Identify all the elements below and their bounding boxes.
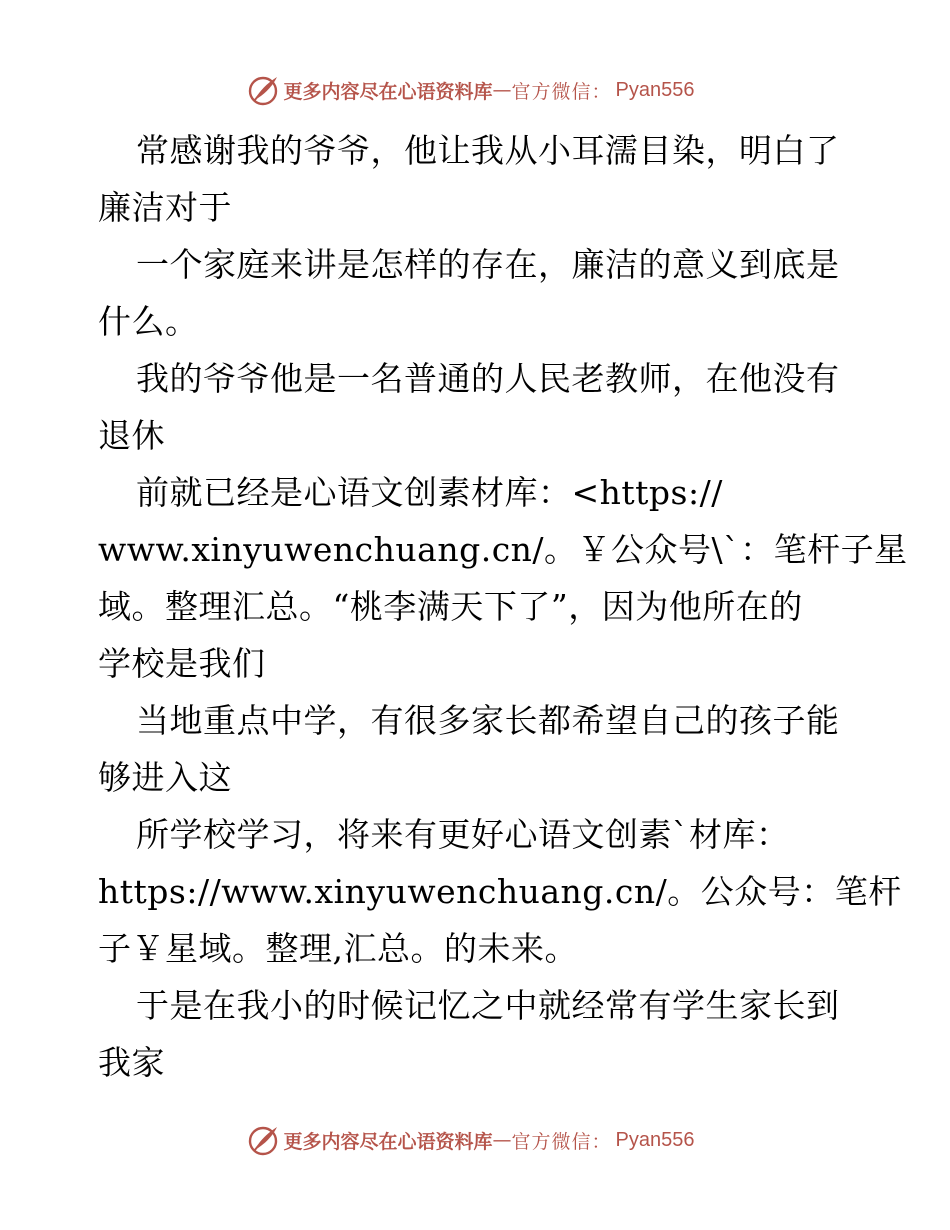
text-line: www.xinyuwenchuang.cn/。￥公众号\`：笔杆子星: [98, 530, 908, 569]
text-line: 学校是我们: [98, 644, 266, 683]
header-site-name: 更多内容尽在心语资料库: [283, 80, 493, 103]
text-line: 当地重点中学，有很多家长都希望自己的孩子能: [136, 701, 840, 740]
text-line: 廉洁对于: [98, 188, 232, 227]
footer-wechat-id: Pyan556: [615, 1128, 695, 1151]
text-line: https://www.xinyuwenchuang.cn/。公众号：笔杆: [98, 872, 902, 911]
header-dash: —: [492, 79, 512, 101]
header-wechat-label: 官方微信：: [511, 80, 612, 103]
text-line: 子￥星域。整理,汇总。的未来。: [98, 929, 578, 968]
text-line: 常感谢我的爷爷，他让我从小耳濡目染，明白了: [136, 131, 840, 170]
quill-pen-icon: [246, 1123, 280, 1157]
text-line: 所学校学习，将来有更好心语文创素`材库：: [136, 815, 790, 854]
text-line: 我家: [98, 1043, 165, 1082]
text-line: 于是在我小的时候记忆之中就经常有学生家长到: [136, 986, 840, 1025]
header-wechat-id: Pyan556: [615, 78, 695, 101]
footer-dash: —: [492, 1129, 512, 1151]
text-line: 一个家庭来讲是怎样的存在，廉洁的意义到底是: [136, 245, 840, 284]
document-body: [98, 122, 908, 1091]
quill-pen-icon: [246, 73, 280, 107]
text-line: 够进入这: [98, 758, 232, 797]
text-line: 域。整理汇总。“桃李满天下了”，因为他所在的: [98, 587, 803, 626]
footer-wechat-label: 官方微信：: [511, 1130, 612, 1153]
text-line: 退休: [98, 416, 165, 455]
header-banner: [0, 70, 950, 110]
text-line: 什么。: [98, 302, 199, 341]
footer-banner: [0, 1120, 950, 1160]
text-line: 前就已经是心语文创素材库：<https://: [136, 473, 723, 512]
text-line: 我的爷爷他是一名普通的人民老教师，在他没有: [136, 359, 840, 398]
footer-site-name: 更多内容尽在心语资料库: [283, 1130, 493, 1153]
